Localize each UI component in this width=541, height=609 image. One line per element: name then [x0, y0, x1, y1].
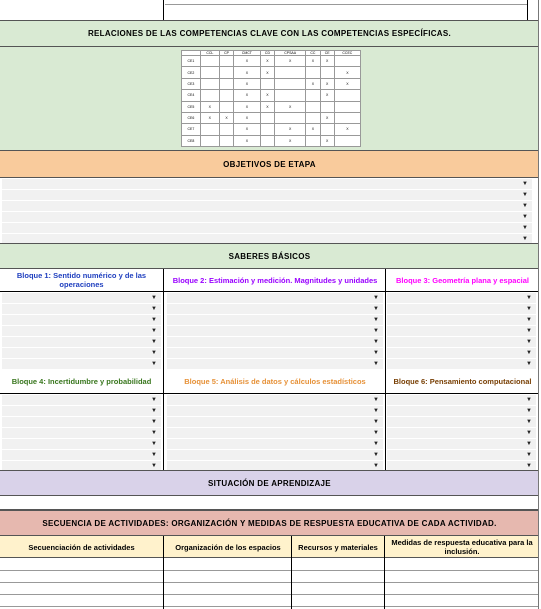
cc-table-row [182, 112, 361, 123]
triangle-down-icon[interactable]: ▼ [526, 350, 532, 356]
cc-mark-cell [275, 78, 306, 89]
triangle-down-icon[interactable]: ▼ [373, 361, 379, 367]
cc-table-row [182, 78, 361, 89]
cc-mark-cell [334, 90, 360, 101]
triangle-down-icon[interactable]: ▼ [373, 328, 379, 334]
cc-mark-cell [306, 67, 321, 78]
cc-mark-cell: X [234, 90, 261, 101]
triangle-down-icon[interactable]: ▼ [151, 408, 157, 414]
triangle-down-icon[interactable]: ▼ [373, 441, 379, 447]
cc-mark-cell: X [234, 124, 261, 135]
cc-mark-cell: X [234, 78, 261, 89]
cc-mark-cell: X [275, 135, 306, 146]
cc-mark-cell: X [260, 67, 275, 78]
cc-mark-cell [200, 124, 219, 135]
dropdown-select[interactable] [167, 406, 383, 417]
triangle-down-icon[interactable]: ▼ [526, 295, 532, 301]
col-organizacion [165, 536, 291, 558]
triangle-down-icon[interactable]: ▼ [151, 350, 157, 356]
cc-table-row [182, 90, 361, 101]
cc-mark-cell [200, 56, 219, 67]
dropdown-select[interactable] [2, 304, 161, 315]
dropdown-select[interactable] [2, 417, 161, 428]
triangle-down-icon[interactable]: ▼ [526, 463, 532, 469]
cc-mark-cell [200, 90, 219, 101]
triangle-down-icon[interactable]: ▼ [526, 452, 532, 458]
dropdown-select[interactable] [2, 428, 161, 439]
dropdown-select[interactable] [387, 293, 536, 304]
cc-mark-cell [334, 135, 360, 146]
situacion-header [0, 470, 539, 496]
dropdown-select[interactable] [387, 315, 536, 326]
dropdown-select[interactable] [387, 337, 536, 348]
triangle-down-icon[interactable]: ▼ [526, 397, 532, 403]
bloque-3-text: Bloque 3: Geometría plana y espacial [396, 275, 529, 285]
cc-mark-cell: X [275, 101, 306, 112]
triangle-down-icon[interactable]: ▼ [526, 339, 532, 345]
col-recursos-text: Recursos y materiales [298, 542, 378, 552]
triangle-down-icon[interactable]: ▼ [373, 317, 379, 323]
triangle-down-icon[interactable]: ▼ [522, 225, 528, 231]
bloque-1-text: Bloque 1: Sentido numérico y de las operaciones [16, 271, 147, 289]
triangle-down-icon[interactable]: ▼ [373, 452, 379, 458]
cc-mark-cell: X [306, 56, 321, 67]
cc-table-row [182, 124, 361, 135]
bloque-1-label [0, 269, 163, 291]
cc-table-row [182, 101, 361, 112]
triangle-down-icon[interactable]: ▼ [526, 317, 532, 323]
table-row [0, 594, 539, 595]
cc-mark-cell [219, 78, 233, 89]
dropdown-select[interactable] [387, 439, 536, 450]
dropdown-select[interactable] [2, 395, 161, 406]
cc-mark-cell: X [234, 135, 261, 146]
cc-mark-cell: X [320, 135, 334, 146]
situacion-field[interactable] [0, 496, 539, 510]
cc-mark-cell [260, 112, 275, 123]
dropdown-select[interactable] [387, 428, 536, 439]
cc-mark-cell: X [234, 56, 261, 67]
cc-mark-cell: X [320, 112, 334, 123]
triangle-down-icon[interactable]: ▼ [151, 397, 157, 403]
objetivos-header [0, 150, 539, 178]
triangle-down-icon[interactable]: ▼ [373, 463, 379, 469]
bloque-4-label [0, 369, 163, 393]
triangle-down-icon[interactable]: ▼ [522, 192, 528, 198]
cc-mark-cell: X [334, 124, 360, 135]
bloque-6-text: Bloque 6: Pensamiento computacional [393, 376, 532, 386]
cc-mark-cell [219, 101, 233, 112]
col-recursos [292, 536, 384, 558]
cc-mark-cell: X [306, 124, 321, 135]
saberes-title: SABERES BÁSICOS [228, 251, 311, 261]
col-organizacion-text: Organización de los espacios [175, 542, 281, 552]
cc-mark-cell [306, 101, 321, 112]
dropdown-select[interactable] [2, 223, 532, 234]
cc-mark-cell [260, 135, 275, 146]
cc-mark-cell [200, 78, 219, 89]
cc-mark-cell: X [234, 67, 261, 78]
cc-mark-cell [200, 135, 219, 146]
secuencia-title: SECUENCIA DE ACTIVIDADES: ORGANIZACIÓN Y MEDIDAS DE RESPUESTA EDUCATIVA DE CADA ACTIVIDAD. [42, 518, 497, 528]
cc-mark-cell: X [334, 67, 360, 78]
cc-mark-cell [306, 90, 321, 101]
cc-mark-cell [320, 67, 334, 78]
cc-mark-cell [260, 124, 275, 135]
cc-mark-cell: X [275, 124, 306, 135]
col-medidas-text: Medidas de respuesta educativa para la inclusión. [391, 538, 533, 556]
triangle-down-icon[interactable]: ▼ [373, 339, 379, 345]
cc-mark-cell [219, 135, 233, 146]
bloque-5-label [165, 369, 385, 393]
cc-mark-cell [334, 112, 360, 123]
triangle-down-icon[interactable]: ▼ [151, 295, 157, 301]
bloque-3-label [386, 269, 539, 291]
cc-col-header: CMCT [234, 51, 261, 56]
cc-col-header: CP [219, 51, 233, 56]
cc-row-label: CE8 [182, 135, 201, 146]
dropdown-select[interactable] [2, 212, 532, 223]
dropdown-select[interactable] [2, 439, 161, 450]
situacion-title: SITUACIÓN DE APRENDIZAJE [208, 478, 331, 488]
cc-mark-cell [260, 78, 275, 89]
cc-mark-cell: X [260, 101, 275, 112]
dropdown-select[interactable] [167, 450, 383, 461]
triangle-down-icon[interactable]: ▼ [526, 419, 532, 425]
dropdown-select[interactable] [167, 326, 383, 337]
cc-mark-cell: X [320, 56, 334, 67]
dropdown-select[interactable] [167, 304, 383, 315]
cc-row-label: CE6 [182, 112, 201, 123]
relaciones-title: RELACIONES DE LAS COMPETENCIAS CLAVE CON LAS COMPETENCIAS ESPECÍFICAS. [87, 29, 452, 38]
cc-mark-cell: X [219, 112, 233, 123]
dropdown-select[interactable] [2, 179, 532, 190]
dropdown-select[interactable] [387, 406, 536, 417]
objetivos-title: OBJETIVOS DE ETAPA [223, 159, 316, 169]
dropdown-select[interactable] [2, 450, 161, 461]
col-secuenciacion-text: Secuenciación de actividades [28, 542, 135, 552]
table-row [0, 606, 539, 607]
cc-mark-cell [219, 56, 233, 67]
cc-mark-cell: X [275, 56, 306, 67]
dropdown-select[interactable] [387, 417, 536, 428]
cc-table-row [182, 56, 361, 67]
dropdown-select[interactable] [167, 417, 383, 428]
cc-mark-cell [219, 124, 233, 135]
triangle-down-icon[interactable]: ▼ [522, 236, 528, 242]
triangle-down-icon[interactable]: ▼ [522, 181, 528, 187]
cc-mark-cell [306, 112, 321, 123]
cc-row-label: CE5 [182, 101, 201, 112]
cc-table-row [182, 135, 361, 146]
cc-mark-cell [320, 124, 334, 135]
cc-col-header: CCL [200, 51, 219, 56]
cc-mark-cell [200, 67, 219, 78]
dropdown-select[interactable] [2, 190, 532, 201]
triangle-down-icon[interactable]: ▼ [373, 306, 379, 312]
triangle-down-icon[interactable]: ▼ [526, 361, 532, 367]
cc-mark-cell: X [260, 90, 275, 101]
triangle-down-icon[interactable]: ▼ [526, 306, 532, 312]
triangle-down-icon[interactable]: ▼ [526, 441, 532, 447]
cc-col-header: CD [260, 51, 275, 56]
table-row [0, 570, 539, 571]
cc-mark-cell [219, 90, 233, 101]
dropdown-select[interactable] [167, 348, 383, 359]
cc-mark-cell [320, 101, 334, 112]
dropdown-select[interactable] [2, 201, 532, 212]
cc-mark-cell [275, 112, 306, 123]
triangle-down-icon[interactable]: ▼ [373, 419, 379, 425]
cc-col-header: CCEC [334, 51, 360, 56]
col-medidas [385, 536, 539, 558]
cc-mark-cell: X [320, 78, 334, 89]
cc-mark-cell: X [234, 112, 261, 123]
relaciones-header [0, 20, 539, 47]
dropdown-select[interactable] [387, 304, 536, 315]
dropdown-select[interactable] [2, 293, 161, 304]
cc-mark-cell: X [320, 90, 334, 101]
triangle-down-icon[interactable]: ▼ [151, 430, 157, 436]
triangle-down-icon[interactable]: ▼ [151, 361, 157, 367]
dropdown-select[interactable] [2, 326, 161, 337]
triangle-down-icon[interactable]: ▼ [151, 328, 157, 334]
dropdown-select[interactable] [2, 406, 161, 417]
dropdown-select[interactable] [2, 348, 161, 359]
triangle-down-icon[interactable]: ▼ [151, 441, 157, 447]
cc-mark-cell: X [260, 56, 275, 67]
dropdown-select[interactable] [167, 439, 383, 450]
cc-row-label: CE7 [182, 124, 201, 135]
triangle-down-icon[interactable]: ▼ [151, 317, 157, 323]
cc-mark-cell [306, 135, 321, 146]
bloque-4-text: Bloque 4: Incertidumbre y probabilidad [11, 376, 152, 386]
cc-mark-cell [275, 67, 306, 78]
cc-mark-cell [219, 67, 233, 78]
dropdown-select[interactable] [2, 337, 161, 348]
triangle-down-icon[interactable]: ▼ [373, 408, 379, 414]
table-row [0, 582, 539, 583]
triangle-down-icon[interactable]: ▼ [526, 408, 532, 414]
cc-table-row [182, 67, 361, 78]
cc-row-label: CE3 [182, 78, 201, 89]
triangle-down-icon[interactable]: ▼ [522, 214, 528, 220]
dropdown-select[interactable] [387, 450, 536, 461]
triangle-down-icon[interactable]: ▼ [151, 463, 157, 469]
dropdown-select[interactable] [387, 348, 536, 359]
triangle-down-icon[interactable]: ▼ [151, 339, 157, 345]
triangle-down-icon[interactable]: ▼ [522, 203, 528, 209]
cc-col-header: CC [306, 51, 321, 56]
cc-row-label: CE2 [182, 67, 201, 78]
secuencia-header [0, 510, 539, 536]
triangle-down-icon[interactable]: ▼ [151, 306, 157, 312]
cc-row-label: CE4 [182, 90, 201, 101]
saberes-header [0, 243, 539, 269]
triangle-down-icon[interactable]: ▼ [526, 328, 532, 334]
cc-col-header: CE [320, 51, 334, 56]
cc-row-label: CE1 [182, 56, 201, 67]
cc-mark-cell: X [234, 101, 261, 112]
dropdown-select[interactable] [167, 395, 383, 406]
cc-mark-cell [275, 90, 306, 101]
cc-mark-cell: X [200, 101, 219, 112]
cc-mark-cell: X [334, 78, 360, 89]
cc-mark-cell [334, 101, 360, 112]
bloque-6-label [386, 369, 539, 393]
triangle-down-icon[interactable]: ▼ [373, 430, 379, 436]
bloque-5-text: Bloque 5: Análisis de datos y cálculos estadísticos [184, 376, 366, 386]
triangle-down-icon[interactable]: ▼ [151, 419, 157, 425]
triangle-down-icon[interactable]: ▼ [151, 452, 157, 458]
cc-mark-cell: X [306, 78, 321, 89]
triangle-down-icon[interactable]: ▼ [373, 397, 379, 403]
competencias-table [181, 50, 361, 147]
dropdown-select[interactable] [387, 326, 536, 337]
triangle-down-icon[interactable]: ▼ [373, 295, 379, 301]
cc-mark-cell [334, 56, 360, 67]
dropdown-select[interactable] [2, 315, 161, 326]
dropdown-select[interactable] [167, 337, 383, 348]
cc-mark-cell: X [200, 112, 219, 123]
bloque-2-text: Bloque 2: Estimación y medición. Magnitudes y unidades [172, 275, 378, 285]
cc-col-header: CPSAA [275, 51, 306, 56]
dropdown-select[interactable] [167, 428, 383, 439]
col-secuenciacion [0, 536, 163, 558]
triangle-down-icon[interactable]: ▼ [373, 350, 379, 356]
dropdown-select[interactable] [167, 315, 383, 326]
bloque-2-label [165, 269, 385, 291]
dropdown-select[interactable] [167, 293, 383, 304]
triangle-down-icon[interactable]: ▼ [526, 430, 532, 436]
dropdown-select[interactable] [387, 395, 536, 406]
